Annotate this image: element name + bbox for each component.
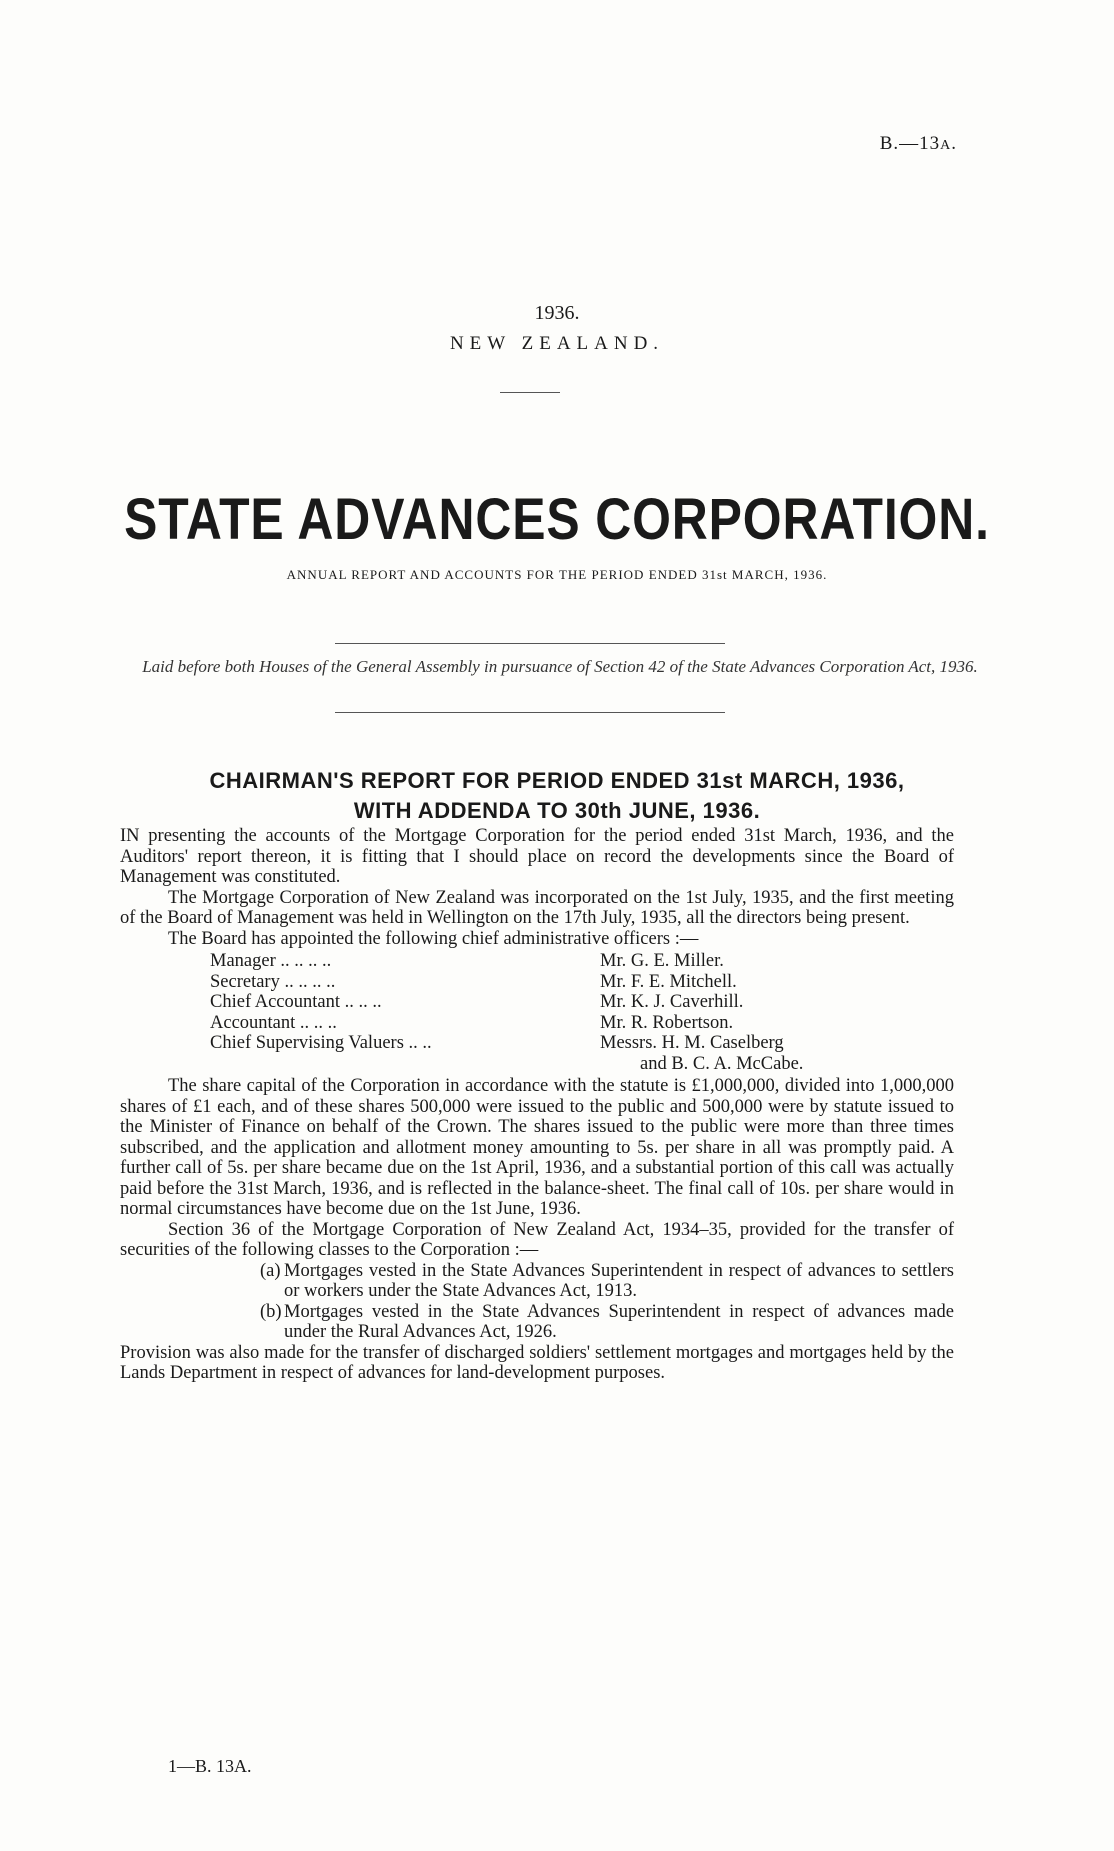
reference-main: B.—13 [879, 133, 941, 154]
country: NEW ZEALAND. [449, 333, 665, 354]
officer-row [210, 972, 910, 993]
report-heading-line2: WITH ADDENDA TO 30th JUNE, 1936. [353, 798, 761, 823]
report-body [120, 826, 954, 1384]
officer-role: Chief Supervising Valuers .. .. [210, 1033, 432, 1053]
officer-row [210, 1013, 910, 1034]
clause-text: Mortgages vested in the State Advances Superintendent in respect of advances to settlers or workers under the State Advances Act, 1913. [284, 1260, 954, 1301]
paragraph-incorporation: The Mortgage Corporation of New Zealand was incorporated on the 1st July, 1935, and the first meeting of the Board of Management was held in Wellington on the 17th July, 1935, all the directors being present. [120, 887, 954, 928]
officer-row [210, 992, 910, 1013]
clause-label: (b) [260, 1301, 282, 1322]
officers-list [210, 951, 910, 1074]
officer-role: Accountant .. .. .. [210, 1012, 337, 1033]
reference-suffix: A [940, 138, 952, 153]
officer-name: Mr. G. E. Miller. [600, 951, 724, 971]
officer-row [210, 1033, 910, 1054]
document-title: STATE ADVANCES CORPORATION. [124, 487, 990, 552]
officer-role: Secretary .. .. .. .. [210, 971, 336, 992]
officer-name: Mr. F. E. Mitchell. [600, 971, 737, 992]
officer-role: Chief Accountant .. .. .. [210, 992, 382, 1012]
officer-row [210, 951, 910, 972]
clause-b [120, 1302, 954, 1343]
divider-bottom [335, 712, 725, 713]
paragraph-intro: IN presenting the accounts of the Mortgage Corporation for the period ended 31st March, 1936, and the Auditors' report thereon, it is fitting that I should place on record the developments since the Board of Management was constituted. [120, 826, 954, 887]
clause-a [120, 1261, 954, 1302]
document-subtitle: ANNUAL REPORT AND ACCOUNTS FOR THE PERIOD ENDED 31st MARCH, 1936. [286, 567, 828, 582]
year: 1936. [534, 302, 580, 324]
laid-before-note: Laid before both Houses of the General Assembly in pursuance of Section 42 of the State Advances Corporation Act, 1936. [142, 657, 978, 676]
officer-name: Mr. R. Robertson. [600, 1012, 734, 1033]
report-heading-line1: CHAIRMAN'S REPORT FOR PERIOD ENDED 31st MARCH, 1936, [209, 768, 905, 793]
divider-short [500, 392, 560, 393]
officer-name: Mr. K. J. Caverhill. [600, 992, 744, 1012]
officer-role: Manager .. .. .. .. [210, 951, 332, 971]
clause-label: (a) [260, 1260, 281, 1281]
clause-text: Mortgages vested in the State Advances Superintendent in respect of advances made under the Rural Advances Act, 1926. [284, 1301, 954, 1342]
report-heading [0, 766, 1114, 826]
paragraph-provision: Provision was also made for the transfer of discharged soldiers' settlement mortgages and mortgages held by the Lands Department in respect of advances for land-development purposes. [120, 1342, 954, 1383]
paragraph-section-36: Section 36 of the Mortgage Corporation of New Zealand Act, 1934–35, provided for the transfer of securities of the following classes to the Corporation :— [120, 1219, 954, 1260]
officer-name-continued: and B. C. A. McCabe. [640, 1053, 804, 1074]
divider-top [335, 643, 725, 644]
page-footer-reference: 1—B. 13A. [168, 1756, 252, 1776]
paper-reference: B.—13A. [879, 133, 957, 154]
paragraph-share-capital: The share capital of the Corporation in accordance with the statute is £1,000,000, divided into 1,000,000 shares of £1 each, and of these shares 500,000 were issued to the public and 500,000 were by statute issued to the Minister of Finance on behalf of the Crown. The shares issued to the public were more than three times subscribed, and the application and allotment money amounting to 5s. per share in all was promptly paid. A further call of 5s. per share became due on the 1st April, 1936, and a substantial portion of this call was actually paid before the 31st March, 1936, and is reflected in the balance-sheet. The final call of 10s. per share would in normal circumstances have become due on the 1st June, 1936. [120, 1076, 954, 1219]
paragraph-officers-intro: The Board has appointed the following chief administrative officers :— [168, 928, 699, 949]
officer-name: Messrs. H. M. Caselberg [600, 1033, 784, 1053]
officer-row-continued [210, 1054, 910, 1075]
